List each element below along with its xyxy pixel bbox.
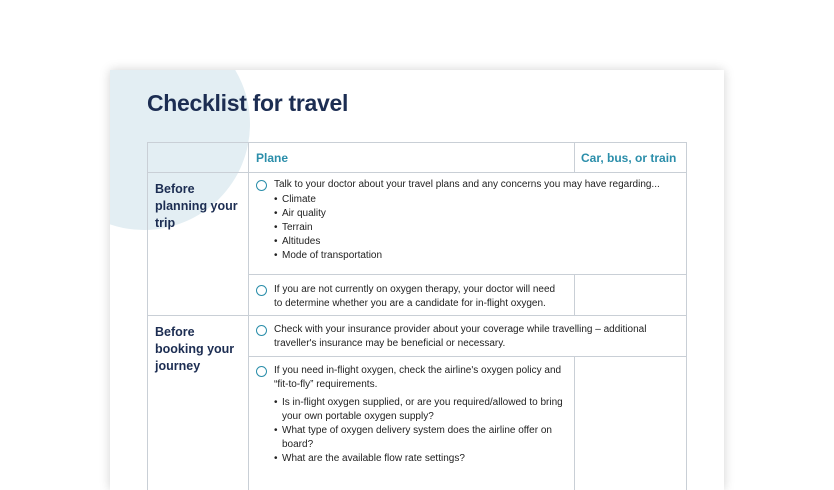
checklist-item: If you are not currently on oxygen therapy, your doctor will need to determine whether you are a candidate for in-flight oxygen. [274, 284, 556, 309]
list-item: • Terrain [274, 221, 678, 235]
column-divider [574, 274, 575, 316]
column-header-ground: Car, bus, or train [581, 151, 677, 165]
table-border-left [147, 142, 148, 490]
checklist-item [274, 178, 678, 263]
checkbox-radio[interactable] [256, 285, 267, 296]
checklist-table [147, 142, 687, 490]
list-item: • Climate [274, 193, 678, 207]
list-item: • What are the available flow rate settings? [274, 452, 566, 466]
checklist-item [274, 364, 566, 466]
table-border-top [147, 142, 687, 143]
section-heading: Before booking your journey [155, 325, 235, 373]
bullet-list [274, 396, 566, 466]
checkbox-radio[interactable] [256, 325, 267, 336]
list-item: • Mode of transportation [274, 249, 678, 263]
column-divider [248, 142, 249, 490]
list-item: • What type of oxygen delivery system does the airline offer on board? [274, 424, 566, 452]
row-divider [248, 356, 687, 357]
item-text: If you need in-flight oxygen, check the airline's oxygen policy and “fit-to-fly” requirements. [274, 365, 562, 390]
bullet-list [274, 193, 678, 263]
list-item: • Air quality [274, 207, 678, 221]
checklist-document [110, 70, 724, 490]
section-heading: Before planning your trip [155, 182, 238, 230]
table-border-right [686, 142, 687, 490]
checkbox-radio[interactable] [256, 366, 267, 377]
section-divider [147, 315, 687, 316]
row-divider [248, 274, 687, 275]
checklist-item: Check with your insurance provider about your coverage while travelling – additional traveller's insurance may be beneficial or necessary. [274, 324, 647, 349]
column-header-plane: Plane [256, 151, 289, 165]
list-item: • Is in-flight oxygen supplied, or are you required/allowed to bring your own portable oxygen supply? [274, 396, 566, 424]
item-text: Talk to your doctor about your travel plans and any concerns you may have regarding... [274, 179, 660, 190]
page-title: Checklist for travel [147, 90, 349, 116]
list-item: • Altitudes [274, 235, 678, 249]
header-divider [147, 172, 687, 173]
column-divider [574, 142, 575, 173]
checkbox-radio[interactable] [256, 180, 267, 191]
